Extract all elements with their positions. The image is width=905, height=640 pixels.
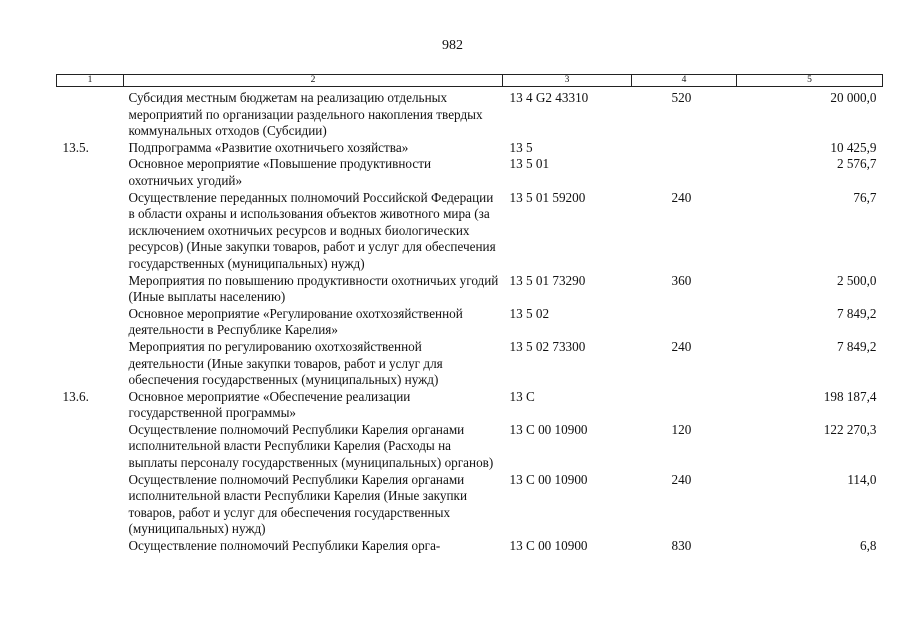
- row-code: 13 С 00 10900: [509, 538, 588, 554]
- table-row: [57, 190, 883, 273]
- row-number: [57, 472, 124, 538]
- table-header-row: [57, 75, 883, 87]
- row-expense-type: 520: [671, 90, 692, 105]
- table-row: [57, 273, 883, 306]
- row-number: [57, 156, 124, 189]
- row-number: [57, 339, 124, 389]
- row-name: Основное мероприятие «Регулирование охотхозяйственной деятельности в Республике Карелия»: [128, 305, 463, 338]
- page-number: 982: [442, 38, 463, 53]
- row-amount: 122 270,3: [823, 421, 877, 437]
- row-name: Основное мероприятие «Обеспечение реализации государственной программы»: [128, 388, 411, 421]
- table-row: [57, 538, 883, 555]
- row-amount: 20 000,0: [830, 90, 877, 105]
- table-row: [57, 472, 883, 538]
- row-number: [57, 190, 124, 273]
- table-row: [57, 87, 883, 140]
- column-header-2: 2: [124, 75, 503, 87]
- row-code: 13 5 02 73300: [509, 338, 586, 354]
- row-name: Осуществление полномочий Республики Карелия орга-: [128, 538, 441, 554]
- table-row: [57, 339, 883, 389]
- table-row: [57, 156, 883, 189]
- row-amount: 7 849,2: [836, 338, 877, 354]
- row-name: Мероприятия по регулированию охотхозяйственной деятельности (Иные закупки товаров, работ и услуг для обеспечения государственных (муниципальных) нужд): [128, 338, 443, 388]
- row-number: [57, 422, 124, 472]
- row-expense-type: 240: [671, 471, 692, 487]
- row-amount: 10 425,9: [830, 139, 877, 155]
- column-header-5: 5: [737, 75, 883, 87]
- row-name: Основное мероприятие «Повышение продуктивности охотничьих угодий»: [128, 156, 432, 188]
- row-expense-type: [632, 140, 737, 157]
- row-name: Подпрограмма «Развитие охотничьего хозяйства»: [128, 139, 409, 155]
- row-expense-type: [632, 306, 737, 339]
- column-header-3: 3: [503, 75, 632, 87]
- row-code: 13 С: [509, 388, 535, 404]
- row-name: Мероприятия по повышению продуктивности охотничьих угодий (Иные выплаты населению): [128, 272, 499, 305]
- row-number: [57, 306, 124, 339]
- row-amount: 2 500,0: [836, 272, 877, 288]
- row-name: Осуществление переданных полномочий Российской Федерации в области охраны и использования объектов животного мира (за исключением охотничьих ресурсов и водных биологических ресурсов) (Иные закупки товаров, работ и услуг для обеспечения государственных (муниципальных) нужд): [128, 189, 496, 271]
- row-expense-type: [632, 389, 737, 422]
- budget-table: [56, 74, 883, 555]
- row-name: Осуществление полномочий Республики Карелия органами исполнительной власти Республики Карелия (Расходы на выплаты персоналу государственных (муниципальных) органов): [128, 421, 494, 471]
- row-expense-type: [632, 156, 737, 189]
- row-expense-type: 120: [671, 421, 692, 437]
- row-expense-type: 360: [671, 272, 692, 288]
- table-row: [57, 306, 883, 339]
- table-row: [57, 389, 883, 422]
- row-code: 13 5 01 73290: [509, 272, 586, 288]
- row-expense-type: 830: [671, 538, 692, 554]
- row-code: 13 С 00 10900: [509, 471, 588, 487]
- row-name: Субсидия местным бюджетам на реализацию отдельных мероприятий по организации раздельного накопления твердых коммунальных отходов (Субсидии): [128, 90, 483, 139]
- column-header-4: 4: [632, 75, 737, 87]
- row-code: 13 С 00 10900: [509, 421, 588, 437]
- row-amount: 114,0: [847, 471, 877, 487]
- row-amount: 198 187,4: [823, 388, 877, 404]
- table-row: [57, 140, 883, 157]
- row-expense-type: 240: [671, 338, 692, 354]
- row-number: 13.5.: [62, 139, 89, 155]
- row-code: 13 5 01 59200: [509, 189, 586, 205]
- row-amount: 7 849,2: [836, 305, 877, 321]
- row-amount: 2 576,7: [836, 156, 877, 172]
- row-number: [57, 273, 124, 306]
- row-number: [57, 87, 124, 140]
- row-number: [57, 538, 124, 555]
- row-name: Осуществление полномочий Республики Карелия органами исполнительной власти Республики Карелия (Иные закупки товаров, работ и услуг для обеспечения государственных (муниципальных) нужд): [128, 471, 468, 537]
- row-code: 13 5 02: [509, 305, 550, 321]
- table-row: [57, 422, 883, 472]
- row-amount: 6,8: [860, 538, 877, 554]
- row-code: 13 5: [509, 139, 533, 155]
- column-header-1: 1: [57, 75, 124, 87]
- row-amount: 76,7: [853, 189, 877, 205]
- row-expense-type: 240: [671, 189, 692, 205]
- row-code: 13 4 G2 43310: [509, 90, 589, 105]
- row-number: 13.6.: [62, 388, 89, 404]
- row-code: 13 5 01: [509, 156, 550, 172]
